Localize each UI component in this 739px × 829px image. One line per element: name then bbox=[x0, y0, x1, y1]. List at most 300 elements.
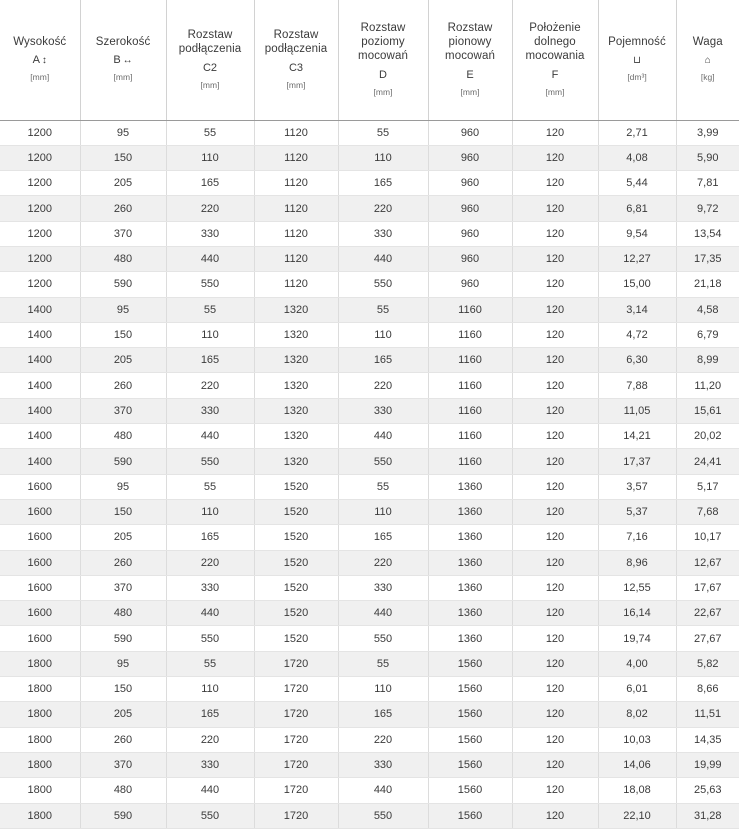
table-cell: 120 bbox=[512, 677, 598, 702]
table-cell: 120 bbox=[512, 221, 598, 246]
column-header-title: Rozstaw pionowy mocowań bbox=[445, 21, 495, 63]
table-cell: 120 bbox=[512, 626, 598, 651]
table-cell: 14,35 bbox=[676, 727, 739, 752]
table-cell: 260 bbox=[80, 196, 166, 221]
table-cell: 165 bbox=[166, 348, 254, 373]
table-cell: 1560 bbox=[428, 727, 512, 752]
table-cell: 120 bbox=[512, 449, 598, 474]
table-row bbox=[0, 651, 739, 676]
table-cell: 220 bbox=[166, 727, 254, 752]
table-cell: 260 bbox=[80, 373, 166, 398]
table-row bbox=[0, 171, 739, 196]
table-row bbox=[0, 196, 739, 221]
table-cell: 550 bbox=[338, 626, 428, 651]
table-cell: 1560 bbox=[428, 702, 512, 727]
table-cell: 1360 bbox=[428, 575, 512, 600]
table-cell: 1160 bbox=[428, 398, 512, 423]
column-header-unit: [mm] bbox=[200, 79, 220, 90]
table-cell: 31,28 bbox=[676, 803, 739, 828]
table-row bbox=[0, 727, 739, 752]
table-cell: 165 bbox=[166, 525, 254, 550]
table-cell: 550 bbox=[166, 272, 254, 297]
table-cell: 960 bbox=[428, 145, 512, 170]
table-cell: 220 bbox=[338, 373, 428, 398]
table-cell: 110 bbox=[338, 322, 428, 347]
table-cell: 330 bbox=[166, 221, 254, 246]
column-header-symbol bbox=[603, 54, 672, 66]
table-row bbox=[0, 702, 739, 727]
table-cell: 6,01 bbox=[598, 677, 676, 702]
table-cell: 55 bbox=[166, 297, 254, 322]
table-cell: 13,54 bbox=[676, 221, 739, 246]
table-cell: 550 bbox=[338, 449, 428, 474]
table-cell: 120 bbox=[512, 702, 598, 727]
table-cell: 1600 bbox=[0, 575, 80, 600]
table-cell: 165 bbox=[338, 171, 428, 196]
table-cell: 220 bbox=[338, 550, 428, 575]
table-cell: 1560 bbox=[428, 803, 512, 828]
table-cell: 1200 bbox=[0, 221, 80, 246]
symbol-letter: B bbox=[113, 54, 121, 67]
table-row bbox=[0, 752, 739, 777]
table-cell: 1120 bbox=[254, 145, 338, 170]
table-cell: 1800 bbox=[0, 752, 80, 777]
table-cell: 120 bbox=[512, 575, 598, 600]
table-cell: 1320 bbox=[254, 424, 338, 449]
table-cell: 14,21 bbox=[598, 424, 676, 449]
table-cell: 330 bbox=[338, 398, 428, 423]
table-cell: 165 bbox=[166, 171, 254, 196]
table-cell: 1360 bbox=[428, 499, 512, 524]
table-cell: 5,44 bbox=[598, 171, 676, 196]
table-header bbox=[0, 0, 739, 120]
table-row bbox=[0, 803, 739, 828]
table-cell: 120 bbox=[512, 499, 598, 524]
table-cell: 1720 bbox=[254, 803, 338, 828]
table-cell: 110 bbox=[166, 499, 254, 524]
table-cell: 120 bbox=[512, 171, 598, 196]
column-header-title: Waga bbox=[692, 36, 723, 49]
table-cell: 590 bbox=[80, 803, 166, 828]
table-cell: 20,02 bbox=[676, 424, 739, 449]
table-cell: 120 bbox=[512, 474, 598, 499]
table-cell: 11,05 bbox=[598, 398, 676, 423]
table-cell: 550 bbox=[166, 626, 254, 651]
table-row bbox=[0, 322, 739, 347]
symbol-glyph-icon: ⊔ bbox=[633, 55, 641, 67]
table-cell: 1400 bbox=[0, 373, 80, 398]
table-cell: 165 bbox=[338, 348, 428, 373]
table-cell: 370 bbox=[80, 752, 166, 777]
table-cell: 220 bbox=[166, 550, 254, 575]
header-row bbox=[0, 0, 739, 120]
table-body bbox=[0, 120, 739, 828]
table-cell: 120 bbox=[512, 398, 598, 423]
table-cell: 95 bbox=[80, 651, 166, 676]
table-cell: 8,99 bbox=[676, 348, 739, 373]
table-row bbox=[0, 474, 739, 499]
table-cell: 440 bbox=[166, 246, 254, 271]
table-cell: 1720 bbox=[254, 677, 338, 702]
table-cell: 18,08 bbox=[598, 778, 676, 803]
table-cell: 1720 bbox=[254, 752, 338, 777]
table-cell: 1600 bbox=[0, 601, 80, 626]
column-header-title: Wysokość bbox=[13, 36, 67, 49]
column-header-symbol bbox=[4, 54, 76, 66]
table-row bbox=[0, 145, 739, 170]
table-cell: 205 bbox=[80, 348, 166, 373]
table-cell: 480 bbox=[80, 601, 166, 626]
column-header-symbol bbox=[259, 62, 334, 74]
table-cell: 120 bbox=[512, 651, 598, 676]
table-cell: 1120 bbox=[254, 221, 338, 246]
column-header-unit: [mm] bbox=[545, 86, 565, 97]
column-header-unit: [mm] bbox=[30, 72, 50, 83]
table-row bbox=[0, 601, 739, 626]
table-cell: 11,51 bbox=[676, 702, 739, 727]
table-row bbox=[0, 499, 739, 524]
table-cell: 1520 bbox=[254, 601, 338, 626]
column-header-unit: [mm] bbox=[286, 79, 306, 90]
table-cell: 120 bbox=[512, 272, 598, 297]
table-cell: 330 bbox=[338, 221, 428, 246]
table-row bbox=[0, 398, 739, 423]
table-cell: 1560 bbox=[428, 651, 512, 676]
symbol-glyph-icon: ↕ bbox=[41, 55, 47, 67]
table-cell: 1720 bbox=[254, 651, 338, 676]
table-cell: 55 bbox=[338, 120, 428, 145]
table-row bbox=[0, 550, 739, 575]
table-cell: 14,06 bbox=[598, 752, 676, 777]
table-cell: 1600 bbox=[0, 626, 80, 651]
column-header-6 bbox=[428, 0, 512, 120]
table-cell: 4,58 bbox=[676, 297, 739, 322]
table-cell: 7,16 bbox=[598, 525, 676, 550]
table-cell: 19,74 bbox=[598, 626, 676, 651]
table-cell: 1400 bbox=[0, 322, 80, 347]
table-row bbox=[0, 449, 739, 474]
table-cell: 1200 bbox=[0, 196, 80, 221]
table-cell: 3,57 bbox=[598, 474, 676, 499]
table-cell: 110 bbox=[338, 677, 428, 702]
table-cell: 205 bbox=[80, 702, 166, 727]
table-cell: 480 bbox=[80, 246, 166, 271]
table-row bbox=[0, 626, 739, 651]
table-cell: 55 bbox=[166, 474, 254, 499]
table-cell: 330 bbox=[338, 575, 428, 600]
table-cell: 3,14 bbox=[598, 297, 676, 322]
column-header-unit: [kg] bbox=[700, 72, 715, 83]
table-cell: 1520 bbox=[254, 575, 338, 600]
table-cell: 1720 bbox=[254, 702, 338, 727]
table-cell: 165 bbox=[338, 525, 428, 550]
table-row bbox=[0, 297, 739, 322]
column-header-unit: [mm] bbox=[113, 72, 133, 83]
table-cell: 1320 bbox=[254, 449, 338, 474]
table-cell: 220 bbox=[166, 373, 254, 398]
table-cell: 120 bbox=[512, 322, 598, 347]
symbol-letter: C3 bbox=[288, 61, 304, 74]
table-row bbox=[0, 373, 739, 398]
table-cell: 1160 bbox=[428, 297, 512, 322]
table-cell: 8,66 bbox=[676, 677, 739, 702]
symbol-letter: D bbox=[379, 68, 387, 81]
table-cell: 1320 bbox=[254, 348, 338, 373]
table-cell: 550 bbox=[338, 272, 428, 297]
table-row bbox=[0, 120, 739, 145]
table-cell: 1360 bbox=[428, 550, 512, 575]
table-cell: 110 bbox=[338, 145, 428, 170]
table-cell: 5,82 bbox=[676, 651, 739, 676]
table-cell: 120 bbox=[512, 803, 598, 828]
table-cell: 960 bbox=[428, 221, 512, 246]
table-row bbox=[0, 778, 739, 803]
table-cell: 120 bbox=[512, 145, 598, 170]
table-cell: 260 bbox=[80, 727, 166, 752]
table-cell: 330 bbox=[166, 398, 254, 423]
column-header-7 bbox=[512, 0, 598, 120]
table-cell: 330 bbox=[166, 752, 254, 777]
table-cell: 1400 bbox=[0, 348, 80, 373]
table-cell: 440 bbox=[338, 778, 428, 803]
table-cell: 55 bbox=[338, 651, 428, 676]
table-cell: 1360 bbox=[428, 525, 512, 550]
column-header-title: Rozstaw podłączenia bbox=[264, 28, 328, 56]
table-cell: 5,90 bbox=[676, 145, 739, 170]
symbol-letter: A bbox=[32, 54, 40, 67]
table-cell: 1360 bbox=[428, 626, 512, 651]
column-header-unit: [dm³] bbox=[627, 72, 647, 83]
table-cell: 22,67 bbox=[676, 601, 739, 626]
table-cell: 1720 bbox=[254, 778, 338, 803]
table-cell: 7,88 bbox=[598, 373, 676, 398]
table-cell: 27,67 bbox=[676, 626, 739, 651]
column-header-title: Szerokość bbox=[95, 36, 151, 49]
table-cell: 1320 bbox=[254, 297, 338, 322]
table-cell: 1600 bbox=[0, 550, 80, 575]
table-cell: 1560 bbox=[428, 752, 512, 777]
table-cell: 120 bbox=[512, 120, 598, 145]
table-cell: 15,00 bbox=[598, 272, 676, 297]
table-cell: 120 bbox=[512, 246, 598, 271]
table-row bbox=[0, 272, 739, 297]
table-cell: 120 bbox=[512, 424, 598, 449]
table-cell: 6,81 bbox=[598, 196, 676, 221]
table-cell: 960 bbox=[428, 196, 512, 221]
table-cell: 120 bbox=[512, 196, 598, 221]
table-cell: 110 bbox=[166, 322, 254, 347]
table-cell: 95 bbox=[80, 474, 166, 499]
table-cell: 440 bbox=[338, 601, 428, 626]
table-cell: 1520 bbox=[254, 499, 338, 524]
table-cell: 440 bbox=[338, 246, 428, 271]
table-cell: 110 bbox=[338, 499, 428, 524]
table-cell: 165 bbox=[166, 702, 254, 727]
table-cell: 1560 bbox=[428, 677, 512, 702]
table-cell: 120 bbox=[512, 601, 598, 626]
table-cell: 330 bbox=[166, 575, 254, 600]
table-cell: 4,00 bbox=[598, 651, 676, 676]
column-header-title: Położenie dolnego mocowania bbox=[525, 21, 585, 63]
table-row bbox=[0, 348, 739, 373]
table-row bbox=[0, 677, 739, 702]
table-cell: 16,14 bbox=[598, 601, 676, 626]
table-cell: 1520 bbox=[254, 626, 338, 651]
table-cell: 1520 bbox=[254, 474, 338, 499]
table-cell: 1800 bbox=[0, 778, 80, 803]
column-header-5 bbox=[338, 0, 428, 120]
table-cell: 1160 bbox=[428, 322, 512, 347]
column-header-symbol bbox=[517, 69, 594, 81]
table-cell: 550 bbox=[338, 803, 428, 828]
table-cell: 1400 bbox=[0, 449, 80, 474]
symbol-letter: E bbox=[466, 68, 474, 81]
table-cell: 1800 bbox=[0, 677, 80, 702]
table-cell: 1360 bbox=[428, 474, 512, 499]
table-cell: 1720 bbox=[254, 727, 338, 752]
table-cell: 4,72 bbox=[598, 322, 676, 347]
table-cell: 55 bbox=[166, 651, 254, 676]
table-cell: 1520 bbox=[254, 550, 338, 575]
table-cell: 590 bbox=[80, 449, 166, 474]
column-header-4 bbox=[254, 0, 338, 120]
table-cell: 1800 bbox=[0, 803, 80, 828]
table-cell: 1400 bbox=[0, 424, 80, 449]
table-cell: 260 bbox=[80, 550, 166, 575]
table-cell: 21,18 bbox=[676, 272, 739, 297]
table-cell: 7,68 bbox=[676, 499, 739, 524]
table-cell: 120 bbox=[512, 550, 598, 575]
table-cell: 110 bbox=[166, 677, 254, 702]
table-cell: 55 bbox=[338, 297, 428, 322]
table-cell: 3,99 bbox=[676, 120, 739, 145]
table-cell: 480 bbox=[80, 778, 166, 803]
table-cell: 590 bbox=[80, 272, 166, 297]
table-cell: 1800 bbox=[0, 727, 80, 752]
column-header-symbol bbox=[171, 62, 250, 74]
table-cell: 370 bbox=[80, 575, 166, 600]
table-cell: 22,10 bbox=[598, 803, 676, 828]
table-cell: 1120 bbox=[254, 272, 338, 297]
table-cell: 95 bbox=[80, 297, 166, 322]
column-header-unit: [mm] bbox=[460, 86, 480, 97]
table-cell: 1120 bbox=[254, 171, 338, 196]
table-cell: 220 bbox=[166, 196, 254, 221]
table-cell: 1200 bbox=[0, 120, 80, 145]
table-cell: 4,08 bbox=[598, 145, 676, 170]
table-cell: 1160 bbox=[428, 373, 512, 398]
table-cell: 12,55 bbox=[598, 575, 676, 600]
table-cell: 95 bbox=[80, 120, 166, 145]
table-cell: 960 bbox=[428, 171, 512, 196]
table-cell: 1560 bbox=[428, 778, 512, 803]
table-cell: 120 bbox=[512, 752, 598, 777]
table-cell: 150 bbox=[80, 322, 166, 347]
table-cell: 5,37 bbox=[598, 499, 676, 524]
table-cell: 480 bbox=[80, 424, 166, 449]
table-cell: 220 bbox=[338, 196, 428, 221]
table-cell: 1320 bbox=[254, 398, 338, 423]
column-header-title: Rozstaw podłączenia bbox=[178, 28, 242, 56]
column-header-symbol bbox=[343, 69, 424, 81]
table-cell: 1400 bbox=[0, 297, 80, 322]
table-cell: 12,27 bbox=[598, 246, 676, 271]
table-cell: 370 bbox=[80, 398, 166, 423]
table-cell: 17,37 bbox=[598, 449, 676, 474]
table-cell: 11,20 bbox=[676, 373, 739, 398]
table-cell: 55 bbox=[338, 474, 428, 499]
table-cell: 1800 bbox=[0, 702, 80, 727]
table-cell: 12,67 bbox=[676, 550, 739, 575]
table-cell: 440 bbox=[166, 601, 254, 626]
column-header-9 bbox=[676, 0, 739, 120]
table-cell: 8,02 bbox=[598, 702, 676, 727]
table-row bbox=[0, 221, 739, 246]
table-cell: 9,72 bbox=[676, 196, 739, 221]
table-cell: 1400 bbox=[0, 398, 80, 423]
table-cell: 120 bbox=[512, 348, 598, 373]
table-row bbox=[0, 525, 739, 550]
table-cell: 1800 bbox=[0, 651, 80, 676]
table-cell: 150 bbox=[80, 677, 166, 702]
table-cell: 10,17 bbox=[676, 525, 739, 550]
symbol-glyph-icon: ⌂ bbox=[704, 55, 711, 67]
table-cell: 165 bbox=[338, 702, 428, 727]
table-cell: 2,71 bbox=[598, 120, 676, 145]
table-cell: 6,30 bbox=[598, 348, 676, 373]
table-cell: 1320 bbox=[254, 373, 338, 398]
table-cell: 1600 bbox=[0, 499, 80, 524]
table-cell: 1120 bbox=[254, 196, 338, 221]
table-cell: 550 bbox=[166, 449, 254, 474]
table-cell: 1200 bbox=[0, 145, 80, 170]
table-cell: 6,79 bbox=[676, 322, 739, 347]
column-header-unit: [mm] bbox=[373, 86, 393, 97]
symbol-glyph-icon: ↔ bbox=[122, 55, 133, 67]
table-cell: 590 bbox=[80, 626, 166, 651]
table-cell: 5,17 bbox=[676, 474, 739, 499]
table-row bbox=[0, 246, 739, 271]
column-header-title: Pojemność bbox=[608, 36, 666, 49]
table-cell: 120 bbox=[512, 297, 598, 322]
table-cell: 1120 bbox=[254, 246, 338, 271]
column-header-symbol bbox=[85, 54, 162, 66]
table-cell: 960 bbox=[428, 272, 512, 297]
column-header-symbol bbox=[433, 69, 508, 81]
table-cell: 1520 bbox=[254, 525, 338, 550]
table-cell: 1600 bbox=[0, 474, 80, 499]
column-header-title: Rozstaw poziomy mocowań bbox=[358, 21, 408, 63]
table-cell: 17,35 bbox=[676, 246, 739, 271]
table-cell: 120 bbox=[512, 525, 598, 550]
table-cell: 1320 bbox=[254, 322, 338, 347]
table-cell: 1160 bbox=[428, 348, 512, 373]
table-cell: 120 bbox=[512, 373, 598, 398]
column-header-1 bbox=[0, 0, 80, 120]
table-cell: 8,96 bbox=[598, 550, 676, 575]
table-cell: 110 bbox=[166, 145, 254, 170]
symbol-letter: F bbox=[551, 68, 559, 81]
table-cell: 960 bbox=[428, 120, 512, 145]
table-cell: 120 bbox=[512, 727, 598, 752]
table-cell: 19,99 bbox=[676, 752, 739, 777]
table-cell: 1600 bbox=[0, 525, 80, 550]
table-cell: 440 bbox=[338, 424, 428, 449]
table-cell: 1160 bbox=[428, 449, 512, 474]
table-cell: 1120 bbox=[254, 120, 338, 145]
table-cell: 15,61 bbox=[676, 398, 739, 423]
column-header-symbol bbox=[681, 54, 736, 66]
